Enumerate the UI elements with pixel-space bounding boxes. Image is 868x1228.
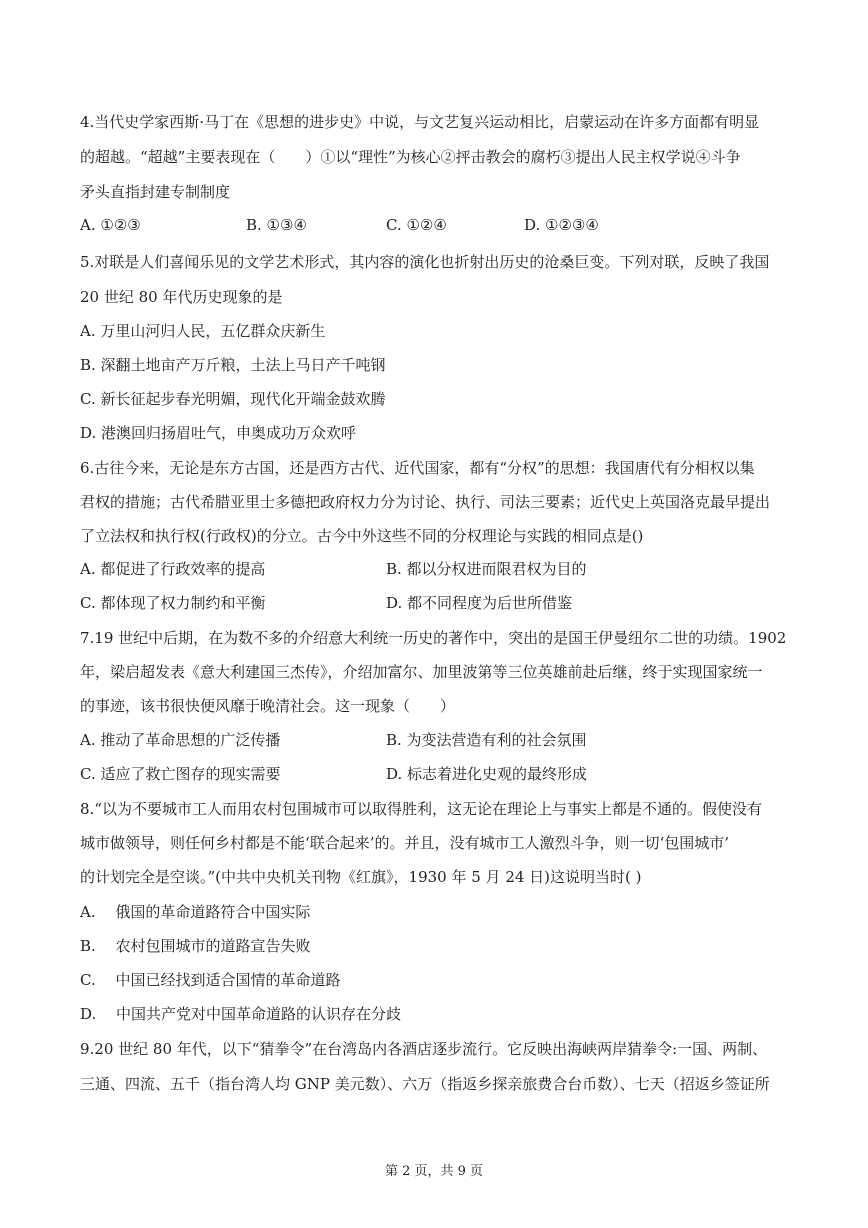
q7-option-c: C. 适应了救亡图存的现实需要 [80, 765, 281, 783]
q4-option-b: B. ①③④ [246, 216, 307, 234]
q7-stem-line2: 年，梁启超发表《意大利建国三杰传》，介绍加富尔、加里波第等三位英雄前赴后继，终于实现国家统一 [80, 663, 763, 681]
q9-stem-line2: 三通、四流、五千（指台湾人均 GNP 美元数）、六万（指返乡探亲旅费合台币数）、七天（招返乡签证所 [80, 1075, 770, 1093]
q5-option-d: D. 港澳回归扬眉吐气，申奥成功万众欢呼 [80, 424, 357, 442]
q4-stem-line3: 矛头直指封建专制制度 [80, 183, 231, 201]
q8-stem-line2: 城市做领导，则任何乡村都是不能‘联合起来’的。并且，没有城市工人激烈斗争，则一切‘包围城市’ [80, 834, 730, 852]
q6-option-c: C. 都体现了权力制约和平衡 [80, 594, 266, 612]
q6-stem-line2: 君权的措施；古代希腊亚里士多德把政府权力分为讨论、执行、司法三要素；近代史上英国洛克最早提出 [80, 493, 771, 511]
q6-option-b: B. 都以分权进而限君权为目的 [386, 560, 587, 578]
q5-option-a: A. 万里山河归人民，五亿群众庆新生 [80, 322, 326, 340]
q7-option-b: B. 为变法营造有利的社会氛围 [386, 731, 587, 749]
q4-stem-line1: 4.当代史学家西斯·马丁在《思想的进步史》中说，与文艺复兴运动相比，启蒙运动在许多方面都有明显 [80, 113, 760, 131]
q4-option-c: C. ①②④ [386, 216, 447, 234]
page-number-footer: 第 2 页，共 9 页 [384, 1164, 484, 1179]
q8-option-d: D. 中国共产党对中国革命道路的认识存在分歧 [80, 1005, 402, 1023]
q7-stem-line1: 7.19 世纪中后期，在为数不多的介绍意大利统一历史的著作中，突出的是国王伊曼纽尔二世的功绩。1902 [80, 629, 787, 647]
q8-stem-line1: 8.“以为不要城市工人而用农村包围城市可以取得胜利，这无论在理论上与事实上都是不通的。假使没有 [80, 800, 762, 818]
q5-option-c: C. 新长征起步春光明媚，现代化开端金鼓欢腾 [80, 390, 386, 408]
q8-stem-line3: 的计划完全是空谈。”(中共中央机关刊物《红旗》，1930 年 5 月 24 日)这说明当时( ) [80, 868, 642, 886]
q4-option-d: D. ①②③④ [524, 216, 599, 234]
q9-stem-line1: 9.20 世纪 80 年代，以下“猜拳令”在台湾岛内各酒店逐步流行。它反映出海峡两岸猜拳令:一国、两制、 [80, 1040, 768, 1058]
q5-stem-line2: 20 世纪 80 年代历史现象的是 [80, 288, 283, 306]
q8-option-a: A. 俄国的革命道路符合中国实际 [80, 903, 311, 921]
q7-stem-line3: 的事迹，该书很快便风靡于晚清社会。这一现象（ ） [80, 697, 456, 715]
q5-stem-line1: 5.对联是人们喜闻乐见的文学艺术形式，其内容的演化也折射出历史的沧桑巨变。下列对联，反映了我国 [80, 253, 770, 271]
q7-option-a: A. 推动了革命思想的广泛传播 [80, 731, 281, 749]
q4-option-a: A. ①②③ [80, 216, 141, 234]
q8-option-c: C. 中国已经找到适合国情的革命道路 [80, 971, 341, 989]
q4-stem-line2: 的超越。“超越”主要表现在（ ）①以“理性”为核心②抨击教会的腐朽③提出人民主权学说④斗争 [80, 148, 741, 166]
q8-option-b: B. 农村包围城市的道路宣告失败 [80, 937, 311, 955]
q6-option-a: A. 都促进了行政效率的提高 [80, 560, 266, 578]
q7-option-d: D. 标志着进化史观的最终形成 [386, 765, 588, 783]
q6-stem-line3: 了立法权和执行权(行政权)的分立。古今中外这些不同的分权理论与实践的相同点是() [80, 527, 644, 545]
q6-option-d: D. 都不同程度为后世所借鉴 [386, 594, 573, 612]
q6-stem-line1: 6.古往今来，无论是东方古国，还是西方古代、近代国家，都有“分权”的思想：我国唐代有分相权以集 [80, 459, 755, 477]
q5-option-b: B. 深翻土地亩产万斤粮，土法上马日产千吨钢 [80, 356, 386, 374]
